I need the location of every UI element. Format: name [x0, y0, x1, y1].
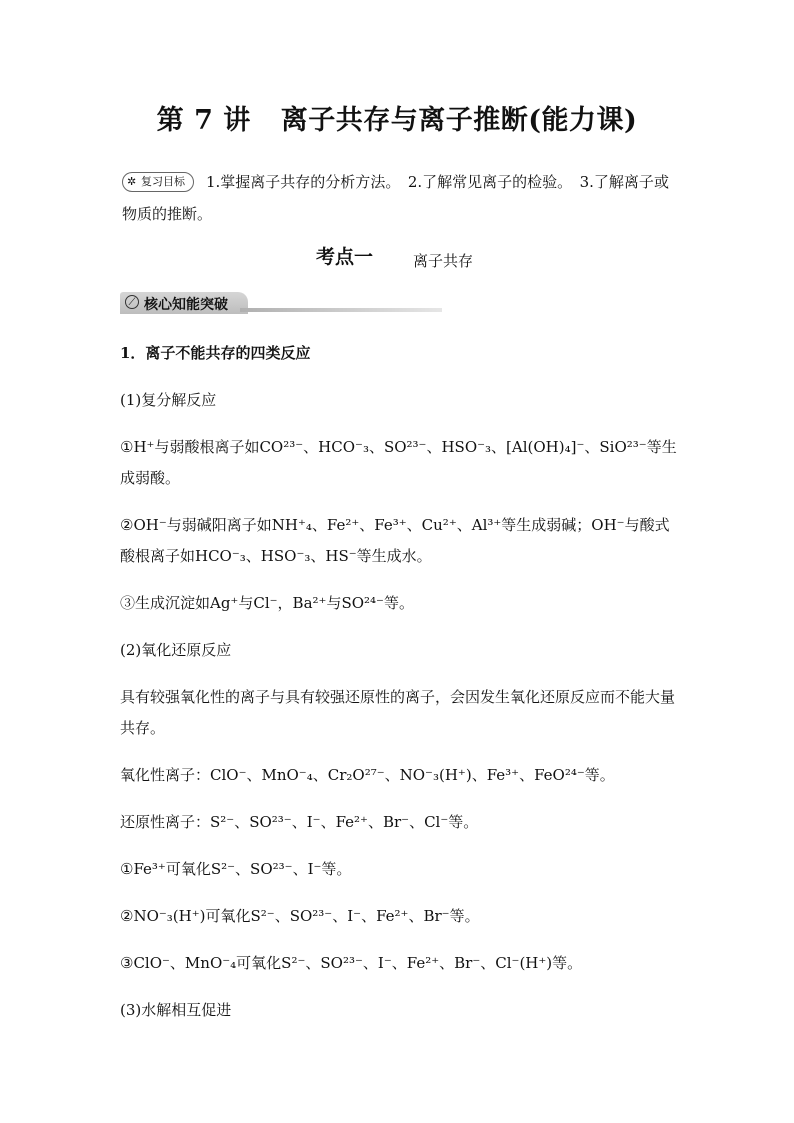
- subheading-1: (1)复分解反应: [120, 391, 217, 409]
- exam-point-topic: 离子共存: [413, 252, 474, 270]
- review-badge: [122, 172, 194, 192]
- exam-point-label: 考点一: [316, 246, 374, 268]
- paragraph: 具有较强氧化性的离子与具有较强还原性的离子，会因发生氧化还原反应而不能大量共存。: [120, 688, 676, 737]
- section-header: [120, 292, 442, 314]
- subheading-3: (3)水解相互促进: [120, 1001, 232, 1019]
- subheading-2: (2)氧化还原反应: [120, 641, 232, 659]
- review-text: 1.掌握离子共存的分析方法。 2.了解常见离子的检验。 3.了解离子或物质的推断。: [122, 173, 669, 223]
- paragraph: 氧化性离子：ClO⁻、MnO⁻₄、Cr₂O²⁷⁻、NO⁻₃(H⁺)、Fe³⁺、FeO²⁴⁻等。: [120, 766, 615, 784]
- page-title: [0, 98, 794, 137]
- slash-circle-icon: ⟋: [125, 295, 139, 309]
- body-text: [120, 338, 678, 1026]
- heading-1: 1．离子不能共存的四类反应: [120, 344, 311, 362]
- lecture-number: 第 7 讲: [156, 105, 251, 136]
- paragraph: ②NO⁻₃(H⁺)可氧化S²⁻、SO²³⁻、I⁻、Fe²⁺、Br⁻等。: [120, 907, 480, 925]
- paragraph: ①Fe³⁺可氧化S²⁻、SO²³⁻、I⁻等。: [120, 860, 352, 878]
- lecture-title: 离子共存与离子推断(能力课): [280, 105, 638, 136]
- star-icon: ✲: [127, 175, 137, 188]
- paragraph: ②OH⁻与弱碱阳离子如NH⁺₄、Fe²⁺、Fe³⁺、Cu²⁺、Al³⁺等生成弱碱；OH⁻与酸式酸根离子如HCO⁻₃、HSO⁻₃、HS⁻等生成水。: [120, 516, 670, 565]
- paragraph: ③ClO⁻、MnO⁻₄可氧化S²⁻、SO²³⁻、I⁻、Fe²⁺、Br⁻、Cl⁻(H⁺)等。: [120, 954, 583, 972]
- paragraph: ①H⁺与弱酸根离子如CO²³⁻、HCO⁻₃、SO²³⁻、HSO⁻₃、[Al(OH)₄]⁻、SiO²³⁻等生成弱酸。: [120, 438, 677, 487]
- review-badge-label: 复习目标: [141, 175, 185, 188]
- paragraph: 还原性离子：S²⁻、SO²³⁻、I⁻、Fe²⁺、Br⁻、Cl⁻等。: [120, 813, 479, 831]
- section-label: 核心知能突破: [144, 297, 228, 313]
- paragraph: ③生成沉淀如Ag⁺与Cl⁻，Ba²⁺与SO²⁴⁻等。: [120, 594, 414, 612]
- review-goals: [122, 166, 678, 230]
- section-rule: [240, 308, 442, 312]
